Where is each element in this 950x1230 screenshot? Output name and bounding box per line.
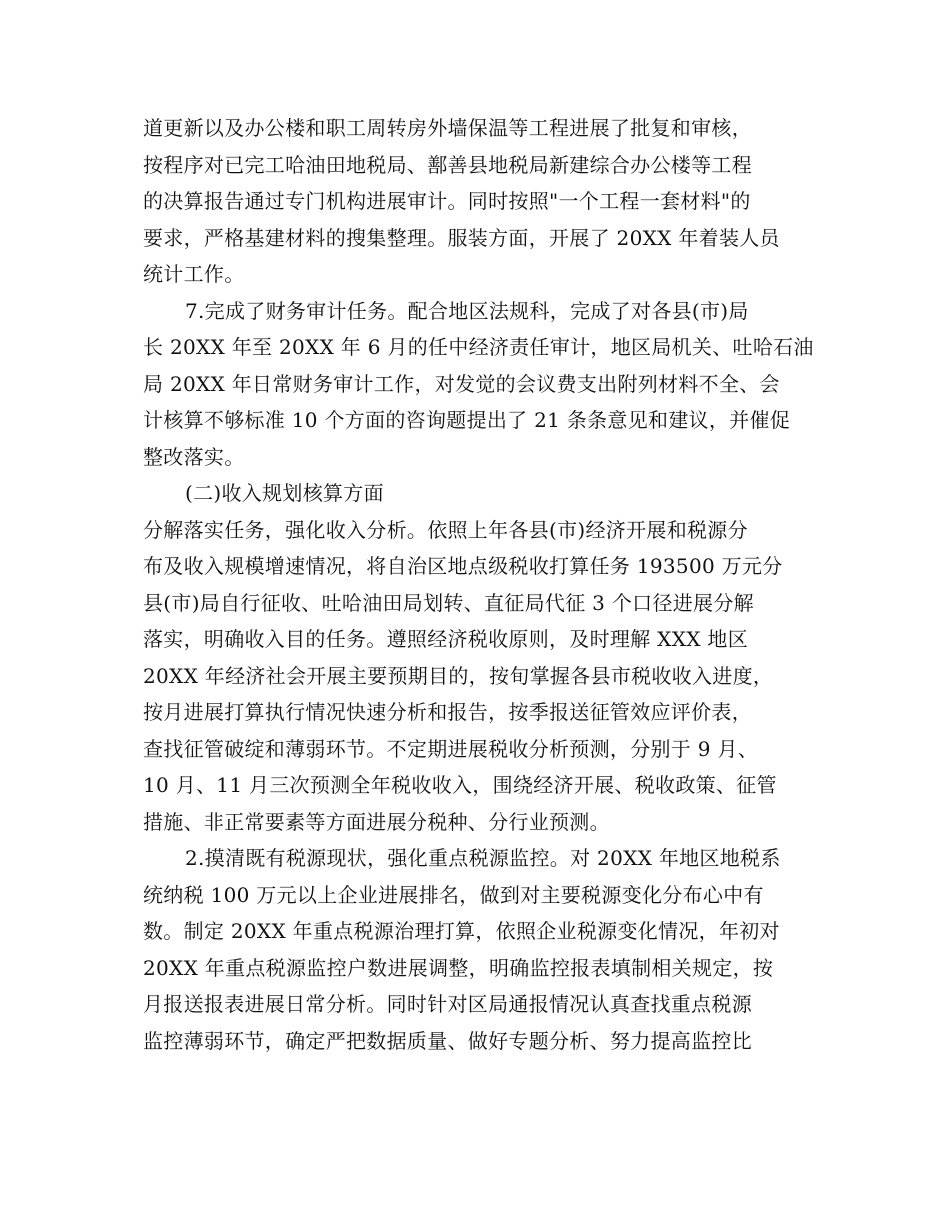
- text-line: 数。制定 20XX 年重点税源治理打算，依照企业税源变化情况，年初对: [143, 919, 780, 943]
- text-line: 县(市)局自行征收、吐哈油田局划转、直征局代征 3 个口径进展分解: [143, 590, 754, 615]
- text-line: 2.摸清既有税源现状，强化重点税源监控。对 20XX 年地区地税系: [185, 846, 781, 870]
- text-line: 统计工作。: [143, 262, 245, 286]
- text-line: 整改落实。: [143, 444, 245, 469]
- text-line: 措施、非正常要素等方面进展分税种、分行业预测。: [143, 809, 610, 834]
- document-body: [143, 110, 823, 1059]
- text-line: 的决算报告通过专门机构进展审计。同时按照"一个工程一套材料"的: [143, 189, 751, 213]
- text-line: 按程序对已完工哈油田地税局、鄯善县地税局新建综合办公楼等工程: [143, 152, 752, 177]
- text-line: 落实，明确收入目的任务。遵照经济税收原则，及时理解 XXX 地区: [143, 627, 749, 651]
- text-line: 10 月、11 月三次预测全年税收收入，围绕经济开展、税收政策、征管: [143, 773, 777, 797]
- text-line: 月报送报表进展日常分析。同时针对区局通报情况认真查找重点税源: [143, 992, 752, 1016]
- text-line: 20XX 年经济社会开展主要预期目的，按旬掌握各县市税收收入进度，: [143, 663, 774, 688]
- text-line: 统纳税 100 万元以上企业进展排名，做到对主要税源变化分布心中有: [143, 882, 764, 907]
- text-line: 分解落实任务，强化收入分析。依照上年各县(市)经济开展和税源分: [143, 517, 748, 542]
- text-line: 监控薄弱环节，确定严把数据质量、做好专题分析、努力提高监控比: [143, 1028, 752, 1053]
- text-line: 7.完成了财务审计任务。配合地区法规科，完成了对各县(市)局: [185, 298, 749, 323]
- text-line: 计核算不够标准 10 个方面的咨询题提出了 21 条条意见和建议，并催促: [143, 408, 791, 432]
- text-line: 要求，严格基建材料的搜集整理。服装方面，开展了 20XX 年着装人员: [143, 225, 780, 250]
- text-line: 按月进展打算执行情况快速分析和报告，按季报送征管效应评价表，: [143, 700, 752, 724]
- text-line: 20XX 年重点税源监控户数进展调整，明确监控报表填制相关规定，按: [143, 955, 774, 980]
- section-heading: (二)收入规划核算方面: [185, 481, 384, 505]
- text-line: 布及收入规模增速情况，将自治区地点级税收打算任务 193500 万元分: [143, 554, 783, 578]
- text-line: 查找征管破绽和薄弱环节。不定期进展税收分析预测，分别于 9 月、: [143, 736, 759, 761]
- text-line: 长 20XX 年至 20XX 年 6 月的任中经济责任审计，地区局机关、吐哈石油: [143, 335, 814, 359]
- text-line: 局 20XX 年日常财务审计工作，对发觉的会议费支出附列材料不全、会: [143, 371, 780, 396]
- text-line: 道更新以及办公楼和职工周转房外墙保温等工程进展了批复和审核，: [143, 116, 752, 140]
